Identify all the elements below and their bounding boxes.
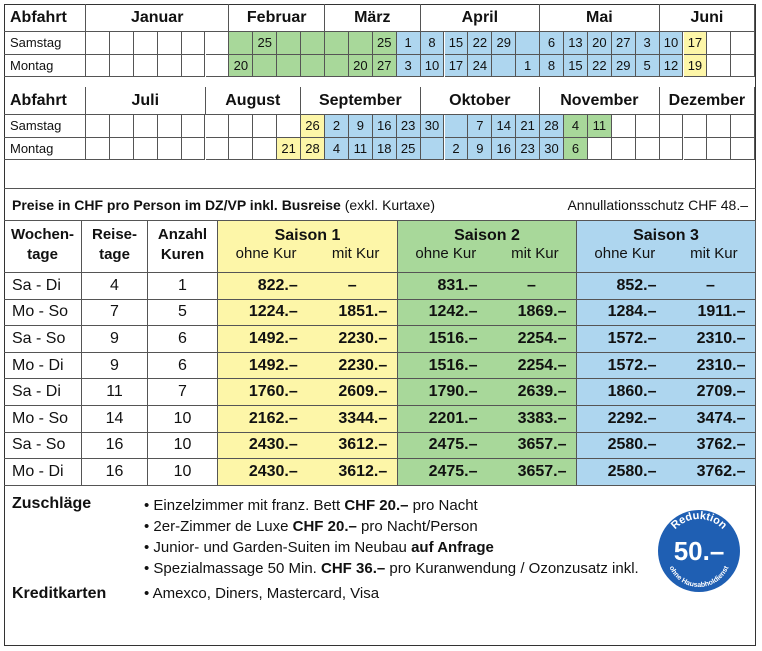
departure-date-cell[interactable]: 23 <box>516 138 540 161</box>
price-without-cure: 1492.– <box>248 356 298 374</box>
departure-date-cell[interactable]: 16 <box>492 138 516 161</box>
departure-date-cell[interactable] <box>86 115 110 138</box>
credit-cards-text: Amexco, Diners, Mastercard, Visa <box>152 585 380 602</box>
departure-date-cell[interactable]: 3 <box>636 32 660 55</box>
price-with-cure: 1869.– <box>517 303 567 321</box>
season-price-cell <box>398 433 577 460</box>
price-with-cure: 3383.– <box>517 409 567 427</box>
price-with-cure: 1851.– <box>338 303 388 321</box>
month-header: Januar <box>86 4 229 32</box>
departure-date-cell[interactable] <box>325 55 349 78</box>
departure-date-cell[interactable]: 9 <box>468 138 492 161</box>
month-header: Juni <box>660 4 756 32</box>
price-without-cure: 831.– <box>437 276 478 294</box>
departure-date-cell[interactable]: 13 <box>564 32 588 55</box>
credit-cards-heading: Kreditkarten <box>12 585 107 602</box>
departure-date-cell[interactable] <box>110 32 134 55</box>
departure-date-cell[interactable] <box>349 32 373 55</box>
day-label: Montag <box>4 138 86 161</box>
departure-date-cell[interactable]: 2 <box>445 138 469 161</box>
departure-date-cell[interactable] <box>731 138 755 161</box>
season-price-cell <box>398 326 577 353</box>
without-cure-label: ohne Kur <box>415 245 477 262</box>
season-title: Saison 1 <box>274 227 341 244</box>
departure-date-cell[interactable]: 2 <box>325 115 349 138</box>
price-with-cure: 3657.– <box>517 436 567 454</box>
departure-date-cell[interactable]: 25 <box>253 32 277 55</box>
departure-date-cell[interactable] <box>253 55 277 78</box>
departure-date-cell[interactable] <box>158 138 182 161</box>
price-without-cure: 1224.– <box>248 303 298 321</box>
with-cure-label: mit Kur <box>331 245 380 262</box>
month-header: Dezember <box>660 87 756 115</box>
departure-date-cell[interactable] <box>301 55 325 78</box>
price-with-cure: 3762.– <box>696 462 746 480</box>
departure-date-cell[interactable] <box>110 115 134 138</box>
day-label: Samstag <box>4 32 86 55</box>
row-cures: 10 <box>148 406 218 433</box>
departure-date-cell[interactable]: 19 <box>684 55 708 78</box>
surcharge-item <box>144 537 639 558</box>
price-without-cure: 2201.– <box>428 409 478 427</box>
month-header: April <box>421 4 541 32</box>
departure-date-cell[interactable] <box>516 32 540 55</box>
departure-date-cell[interactable]: 4 <box>564 115 588 138</box>
departure-date-cell[interactable]: 20 <box>229 55 253 78</box>
badge-bottom-text: ohne Hausabholdienst <box>667 565 731 590</box>
departure-date-cell[interactable]: 15 <box>445 32 469 55</box>
departure-date-cell[interactable] <box>421 138 445 161</box>
departure-date-cell[interactable] <box>86 55 110 78</box>
row-weekdays: Mo - Di <box>4 353 82 380</box>
departure-date-cell[interactable]: 30 <box>540 138 564 161</box>
departure-date-cell[interactable] <box>206 115 230 138</box>
row-cures: 1 <box>148 273 218 300</box>
season-price-cell <box>218 379 398 406</box>
notes-section <box>4 487 756 646</box>
price-without-cure: 2580.– <box>607 462 657 480</box>
price-without-cure: 2292.– <box>607 409 657 427</box>
row-weekdays: Sa - So <box>4 326 82 353</box>
price-without-cure: 1760.– <box>248 383 298 401</box>
credit-cards-list: • Amexco, Diners, Mastercard, Visa <box>144 585 380 602</box>
departure-date-cell[interactable] <box>445 115 469 138</box>
badge-amount: 50.– <box>673 536 725 566</box>
price-without-cure: 1284.– <box>607 303 657 321</box>
price-without-cure: 1516.– <box>428 356 478 374</box>
departure-date-cell[interactable] <box>636 115 660 138</box>
departure-date-cell[interactable] <box>277 55 301 78</box>
surcharge-text: Spezialmassage 50 Min. <box>153 560 322 577</box>
departure-date-cell[interactable] <box>134 138 158 161</box>
surcharge-item <box>144 558 639 579</box>
departure-date-cell[interactable]: 18 <box>373 138 397 161</box>
departure-date-cell[interactable] <box>253 115 277 138</box>
departure-date-cell[interactable] <box>253 138 277 161</box>
row-cures: 10 <box>148 433 218 460</box>
surcharge-text: Junior- und Garden-Suiten im Neubau <box>153 539 412 556</box>
price-without-cure: 1492.– <box>248 329 298 347</box>
departure-date-cell[interactable]: 17 <box>445 55 469 78</box>
departure-date-cell[interactable]: 26 <box>301 115 325 138</box>
departure-date-cell[interactable] <box>86 32 110 55</box>
col-header-weekdays: Wochen- tage <box>4 221 82 273</box>
departure-date-cell[interactable] <box>206 32 230 55</box>
departure-date-cell[interactable]: 20 <box>349 55 373 78</box>
departure-date-cell[interactable]: 9 <box>349 115 373 138</box>
departure-date-cell[interactable]: 10 <box>421 55 445 78</box>
surcharge-item <box>144 495 639 516</box>
cancellation-insurance: Annullationsschutz CHF 48.– <box>567 197 748 213</box>
season-price-cell <box>577 433 756 460</box>
departure-date-cell[interactable]: 27 <box>612 32 636 55</box>
col-header-cures: Anzahl Kuren <box>148 221 218 273</box>
departure-date-cell[interactable]: 8 <box>421 32 445 55</box>
with-cure-label: mit Kur <box>511 245 559 262</box>
row-weekdays: Sa - So <box>4 433 82 460</box>
departure-date-cell[interactable]: 22 <box>588 55 612 78</box>
departure-date-cell[interactable] <box>229 138 253 161</box>
departure-date-cell[interactable]: 23 <box>397 115 421 138</box>
season-price-cell <box>577 459 756 486</box>
departure-date-cell[interactable] <box>492 55 516 78</box>
season-header <box>218 221 398 273</box>
departure-date-cell[interactable]: 11 <box>588 115 612 138</box>
price-without-cure: 1790.– <box>428 383 478 401</box>
departure-date-cell[interactable]: 6 <box>564 138 588 161</box>
month-header: Mai <box>540 4 660 32</box>
price-without-cure: 852.– <box>616 276 657 294</box>
departure-date-cell[interactable]: 21 <box>277 138 301 161</box>
departure-date-cell[interactable] <box>182 138 206 161</box>
departure-date-cell[interactable]: 8 <box>540 55 564 78</box>
surcharges-heading: Zuschläge <box>12 495 92 512</box>
surcharge-amount: auf Anfrage <box>411 539 494 556</box>
departure-date-cell[interactable] <box>325 32 349 55</box>
row-days: 7 <box>82 300 148 327</box>
price-title: Preise in CHF pro Person im DZ/VP inkl. Busreise (exkl. Kurtaxe) <box>12 197 435 213</box>
departure-date-cell[interactable]: 3 <box>397 55 421 78</box>
month-header: September <box>301 87 421 115</box>
departure-date-cell[interactable] <box>158 55 182 78</box>
departure-date-cell[interactable] <box>158 115 182 138</box>
season-price-cell <box>577 379 756 406</box>
departure-date-cell[interactable]: 27 <box>373 55 397 78</box>
col-header-days: Reise- tage <box>82 221 148 273</box>
departure-date-cell[interactable]: 15 <box>564 55 588 78</box>
row-weekdays: Mo - Di <box>4 459 82 486</box>
departure-date-cell[interactable] <box>158 32 182 55</box>
surcharge-unit: pro Kuranwendung / Ozonzusatz inkl. <box>385 560 639 577</box>
price-with-cure: 2230.– <box>338 329 388 347</box>
departure-date-cell[interactable]: 28 <box>540 115 564 138</box>
row-days: 16 <box>82 433 148 460</box>
departure-date-cell[interactable]: 1 <box>397 32 421 55</box>
price-without-cure: 2430.– <box>248 462 298 480</box>
price-without-cure: 1242.– <box>428 303 478 321</box>
departure-date-cell[interactable] <box>134 115 158 138</box>
season-price-cell <box>398 379 577 406</box>
departure-date-cell[interactable] <box>731 55 755 78</box>
with-cure-label: mit Kur <box>690 245 738 262</box>
row-cures: 7 <box>148 379 218 406</box>
discount-badge <box>653 505 745 597</box>
row-days: 14 <box>82 406 148 433</box>
departure-date-cell[interactable] <box>182 115 206 138</box>
price-without-cure: 1516.– <box>428 329 478 347</box>
season-price-cell <box>398 459 577 486</box>
departure-date-cell[interactable] <box>301 32 325 55</box>
price-with-cure: 3612.– <box>338 436 388 454</box>
departure-date-cell[interactable] <box>134 55 158 78</box>
surcharge-amount: CHF 20.– <box>344 497 409 514</box>
departure-date-cell[interactable] <box>182 32 206 55</box>
departure-date-cell[interactable] <box>588 138 612 161</box>
departure-date-cell[interactable]: 22 <box>468 32 492 55</box>
departure-date-cell[interactable] <box>110 55 134 78</box>
departure-date-cell[interactable]: 10 <box>660 32 684 55</box>
departure-date-cell[interactable] <box>731 115 755 138</box>
price-with-cure: 2609.– <box>338 383 388 401</box>
price-without-cure: 822.– <box>257 276 298 294</box>
price-without-cure: 1860.– <box>607 383 657 401</box>
without-cure-label: ohne Kur <box>594 245 656 262</box>
departure-date-cell[interactable]: 4 <box>325 138 349 161</box>
season-price-cell <box>218 273 398 300</box>
day-label: Samstag <box>4 115 86 138</box>
price-without-cure: 1572.– <box>607 329 657 347</box>
departure-date-cell[interactable]: 29 <box>612 55 636 78</box>
season-price-cell <box>218 433 398 460</box>
price-with-cure: 3612.– <box>338 462 388 480</box>
departure-date-cell[interactable] <box>229 115 253 138</box>
season-price-cell <box>398 273 577 300</box>
season-price-cell <box>218 326 398 353</box>
departure-date-cell[interactable] <box>612 138 636 161</box>
season-price-cell <box>577 406 756 433</box>
departure-date-cell[interactable]: 17 <box>684 32 708 55</box>
without-cure-label: ohne Kur <box>235 245 297 262</box>
departure-date-cell[interactable] <box>660 138 684 161</box>
price-without-cure: 2580.– <box>607 436 657 454</box>
month-header: Oktober <box>421 87 541 115</box>
season-title: Saison 2 <box>454 227 520 244</box>
departure-date-cell[interactable] <box>707 32 731 55</box>
season-header <box>577 221 756 273</box>
price-without-cure: 2475.– <box>428 436 478 454</box>
surcharge-amount: CHF 36.– <box>321 560 386 577</box>
season-header <box>398 221 577 273</box>
row-cures: 5 <box>148 300 218 327</box>
season-price-cell <box>218 300 398 327</box>
departure-date-cell[interactable] <box>182 55 206 78</box>
departure-date-cell[interactable] <box>707 55 731 78</box>
departure-date-cell[interactable]: 12 <box>660 55 684 78</box>
departure-date-cell[interactable] <box>110 138 134 161</box>
month-header: Juli <box>86 87 206 115</box>
price-with-cure: 2310.– <box>696 329 746 347</box>
departure-date-cell[interactable]: 16 <box>373 115 397 138</box>
season-price-cell <box>398 406 577 433</box>
month-header: August <box>206 87 302 115</box>
price-without-cure: 1572.– <box>607 356 657 374</box>
price-with-cure: 1911.– <box>697 303 746 321</box>
departure-date-cell[interactable] <box>636 138 660 161</box>
departure-date-cell[interactable] <box>206 138 230 161</box>
season-price-cell <box>218 353 398 380</box>
price-with-cure: – <box>527 276 536 294</box>
departure-date-cell[interactable] <box>612 115 636 138</box>
season-price-cell <box>577 353 756 380</box>
price-with-cure: 2639.– <box>517 383 567 401</box>
surcharges-list <box>144 495 639 579</box>
surcharge-unit: pro Nacht <box>408 497 478 514</box>
departure-date-cell[interactable]: 5 <box>636 55 660 78</box>
row-cures: 6 <box>148 353 218 380</box>
price-with-cure: – <box>706 276 715 294</box>
price-with-cure: 2310.– <box>696 356 746 374</box>
price-with-cure: 2254.– <box>517 329 567 347</box>
departure-date-cell[interactable] <box>277 32 301 55</box>
badge-top-text: Reduktion <box>669 509 730 532</box>
departure-date-cell[interactable]: 29 <box>492 32 516 55</box>
row-days: 11 <box>82 379 148 406</box>
departure-date-cell[interactable] <box>684 115 708 138</box>
month-header: November <box>540 87 660 115</box>
season-title: Saison 3 <box>633 227 699 244</box>
price-with-cure: 3762.– <box>696 436 746 454</box>
surcharge-text: Einzelzimmer mit franz. Bett <box>153 497 345 514</box>
price-with-cure: 2709.– <box>696 383 746 401</box>
day-label: Montag <box>4 55 86 78</box>
departure-date-cell[interactable]: 24 <box>468 55 492 78</box>
row-days: 4 <box>82 273 148 300</box>
row-days: 9 <box>82 326 148 353</box>
departure-date-cell[interactable]: 14 <box>492 115 516 138</box>
departure-date-cell[interactable] <box>134 32 158 55</box>
row-weekdays: Mo - So <box>4 406 82 433</box>
departure-date-cell[interactable]: 6 <box>540 32 564 55</box>
row-days: 16 <box>82 459 148 486</box>
departure-date-cell[interactable] <box>707 115 731 138</box>
season-price-cell <box>577 273 756 300</box>
departure-label: Abfahrt <box>4 87 86 115</box>
month-header: Februar <box>229 4 325 32</box>
price-with-cure: 3474.– <box>696 409 746 427</box>
row-weekdays: Mo - So <box>4 300 82 327</box>
season-price-cell <box>218 406 398 433</box>
surcharge-text: 2er-Zimmer de Luxe <box>153 518 293 535</box>
price-with-cure: 2230.– <box>338 356 388 374</box>
surcharge-amount: CHF 20.– <box>292 518 357 535</box>
season-price-cell <box>398 353 577 380</box>
departure-date-cell[interactable] <box>660 115 684 138</box>
departure-date-cell[interactable]: 28 <box>301 138 325 161</box>
price-title-bar <box>4 189 756 221</box>
section-divider <box>4 170 756 189</box>
price-without-cure: 2475.– <box>428 462 478 480</box>
departure-date-cell[interactable] <box>206 55 230 78</box>
season-price-cell <box>218 459 398 486</box>
departure-date-cell[interactable]: 11 <box>349 138 373 161</box>
row-cures: 6 <box>148 326 218 353</box>
season-price-cell <box>577 300 756 327</box>
departure-date-cell[interactable] <box>707 138 731 161</box>
surcharge-item <box>144 516 639 537</box>
price-with-cure: 3344.– <box>338 409 388 427</box>
surcharge-unit: pro Nacht/Person <box>356 518 478 535</box>
season-price-cell <box>577 326 756 353</box>
season-price-cell <box>398 300 577 327</box>
price-with-cure: 2254.– <box>517 356 567 374</box>
departure-date-cell[interactable] <box>731 32 755 55</box>
row-days: 9 <box>82 353 148 380</box>
departure-date-cell[interactable] <box>229 32 253 55</box>
departure-date-cell[interactable]: 21 <box>516 115 540 138</box>
price-without-cure: 2162.– <box>248 409 298 427</box>
departure-date-cell[interactable] <box>86 138 110 161</box>
departure-date-cell[interactable]: 1 <box>516 55 540 78</box>
row-weekdays: Sa - Di <box>4 273 82 300</box>
month-header: März <box>325 4 421 32</box>
price-with-cure: 3657.– <box>517 462 567 480</box>
departure-date-cell[interactable]: 7 <box>468 115 492 138</box>
departure-date-cell[interactable]: 25 <box>373 32 397 55</box>
price-title-note: (exkl. Kurtaxe) <box>344 197 435 213</box>
price-with-cure: – <box>347 276 357 294</box>
row-weekdays: Sa - Di <box>4 379 82 406</box>
row-cures: 10 <box>148 459 218 486</box>
departure-date-cell[interactable]: 30 <box>421 115 445 138</box>
departure-date-cell[interactable] <box>684 138 708 161</box>
departure-label: Abfahrt <box>4 4 86 32</box>
table-top-line <box>4 221 756 222</box>
departure-date-cell[interactable]: 25 <box>397 138 421 161</box>
departure-date-cell[interactable]: 20 <box>588 32 612 55</box>
price-without-cure: 2430.– <box>248 436 298 454</box>
departure-date-cell[interactable] <box>277 115 301 138</box>
